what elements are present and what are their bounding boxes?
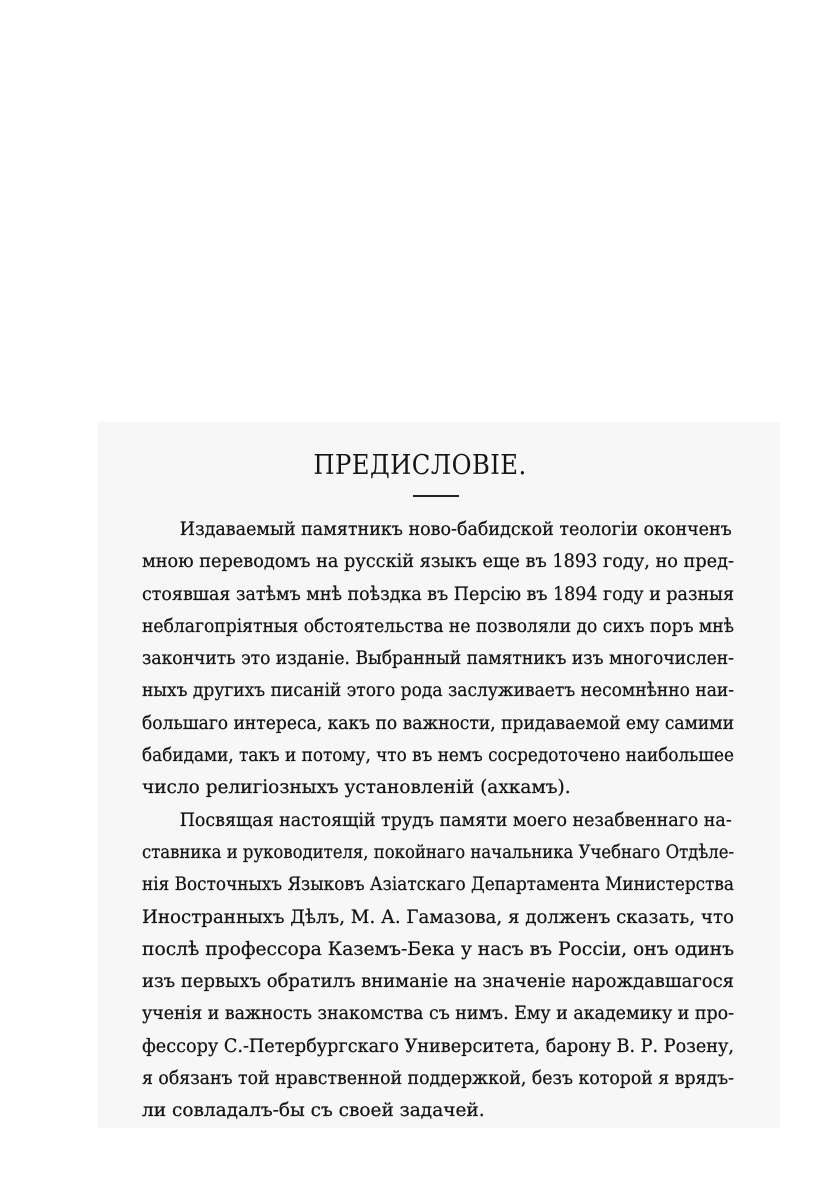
page-title: ПРЕДИСЛОВІЕ. <box>313 450 527 481</box>
body-text <box>142 514 734 1128</box>
text-line: число религіозныхъ установленій (ахкамъ). <box>142 777 571 799</box>
text-line: стоявшая затѣмъ мнѣ поѣздка въ Персію въ 1894 году и разныя <box>142 583 735 605</box>
paragraph <box>142 514 734 805</box>
text-line: Издаваемый памятникъ ново-бабидской теологіи оконченъ <box>179 519 732 540</box>
text-line: ученія и важность знакомства съ нимъ. Ему и академику и про- <box>142 1003 735 1025</box>
text-line: ныхъ другихъ писаній этого рода заслуживаетъ несомнѣнно наи- <box>142 680 735 702</box>
paragraph <box>142 805 734 1128</box>
text-line: большаго интереса, какъ по важности, придаваемой ему самими <box>142 712 734 734</box>
text-line: изъ первыхъ обратилъ вниманіе на значеніе нарождавшагося <box>142 971 734 993</box>
text-line: послѣ профессора Каземъ-Бека у насъ въ Россіи, онъ одинъ <box>142 938 735 960</box>
text-line: Иностранныхъ Дѣлъ, М. А. Гамазова, я долженъ сказать, что <box>142 906 735 928</box>
text-line: ли совладалъ-бы съ своей задачей. <box>142 1100 485 1122</box>
text-line: бабидами, такъ и потому, что въ немъ сосредоточено наибольшее <box>142 745 734 767</box>
text-line: Посвящая настоящій трудъ памяти моего незабвеннаго на- <box>179 809 732 831</box>
text-line: нія Восточныхъ Языковъ Азіатскаго Департамента Министерства <box>142 874 734 896</box>
text-line: мною переводомъ на русскій языкъ еще въ 1893 году, но пред- <box>142 551 734 573</box>
text-line: я обязанъ той нравственной поддержкой, безъ которой я врядъ- <box>142 1068 734 1090</box>
text-line: закончить это изданіе. Выбранный памятникъ изъ многочислен- <box>142 648 734 670</box>
title-divider <box>413 495 459 497</box>
text-line: ставника и руководителя, покойнаго начальника Учебнаго Отдѣле- <box>142 841 735 863</box>
text-line: неблагопріятныя обстоятельства не позволяли до сихъ поръ мнѣ <box>142 615 735 637</box>
text-line: фессору С.-Петербургскаго Университета, барону В. Р. Розену, <box>142 1035 734 1057</box>
